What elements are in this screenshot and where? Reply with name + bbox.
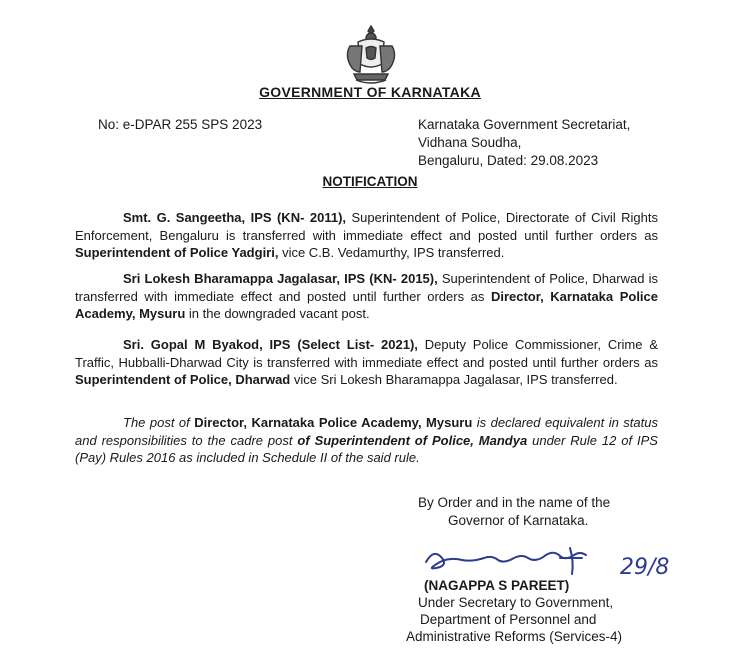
posting: Superintendent of Police Yadgiri, (75, 245, 279, 260)
signatory-department: Administrative Reforms (Services-4) (406, 629, 623, 644)
transfer-paragraph: Smt. G. Sangeetha, IPS (KN- 2011), Superintendent of Police, Directorate of Civil Rights Enforcement, Bengaluru is transferred with immediate effect and posted until further orders as Superintendent of Police Yadgiri, vice C.B. Vedamurthy, IPS transferred. (75, 210, 658, 260)
transfer-paragraph: Sri Lokesh Bharamappa Jagalasar, IPS (KN- 2015), Superintendent of Police, Dharwad is transferred with immediate effect and posted until further orders as Director, Karnataka Police Academy, Mysuru in the downgraded vacant post. (75, 271, 659, 321)
posting: Superintendent of Police, Dharwad (75, 372, 291, 387)
post-title: Director, Karnataka Police Academy, Mysuru (194, 415, 473, 430)
cadre-post: of Superintendent of Police, Mandya (297, 432, 528, 448)
government-heading: GOVERNMENT OF KARNATAKA (259, 84, 481, 100)
signatory-block (398, 577, 622, 645)
officer-name: Smt. G. Sangeetha, IPS (KN- 2011), (123, 210, 347, 225)
officer-name: Sri. Gopal M Byakod, IPS (Select List- 2021), (123, 337, 418, 352)
signature-date: 29/8 (620, 555, 670, 580)
reference-number: No: e-DPAR 255 SPS 2023 (98, 117, 263, 132)
signatory-department: Department of Personnel and (420, 612, 597, 627)
address-line: Vidhana Soudha, (418, 135, 522, 150)
signatory-name: (NAGAPPA S PAREET) (424, 578, 570, 593)
notification-title: NOTIFICATION (322, 174, 418, 189)
by-order-block (418, 494, 610, 530)
posting: Director, Karnataka Police Academy, Mysuru (75, 288, 659, 321)
address-date-line: Bengaluru, Dated: 29.08.2023 (418, 153, 599, 168)
signatory-designation: Under Secretary to Government, (418, 595, 614, 610)
karnataka-state-emblem-icon (336, 22, 406, 88)
address-line: Karnataka Government Secretariat, (418, 117, 631, 132)
by-order-line: Governor of Karnataka. (448, 513, 589, 528)
by-order-line: By Order and in the name of the (418, 495, 611, 510)
issuing-address (418, 116, 630, 170)
transfer-paragraph: Sri. Gopal M Byakod, IPS (Select List- 2021), Deputy Police Commissioner, Crime & Traffic, Hubballi-Dharwad City is transferred with immediate effect and posted until further orders as Superintendent of Police, Dharwad vice Sri Lokesh Bharamappa Jagalasar, IPS transferred. (75, 337, 658, 387)
equivalence-paragraph: The post of Director, Karnataka Police Academy, Mysuru is declared equivalent in status and responsibilities to the cadre post of Superintendent of Police, Mandya under Rule 12 of IPS (Pay) Rules 2016 as included in Schedule II of the said rule. (75, 415, 658, 465)
officer-name: Sri Lokesh Bharamappa Jagalasar, IPS (KN- 2015), (123, 271, 438, 286)
